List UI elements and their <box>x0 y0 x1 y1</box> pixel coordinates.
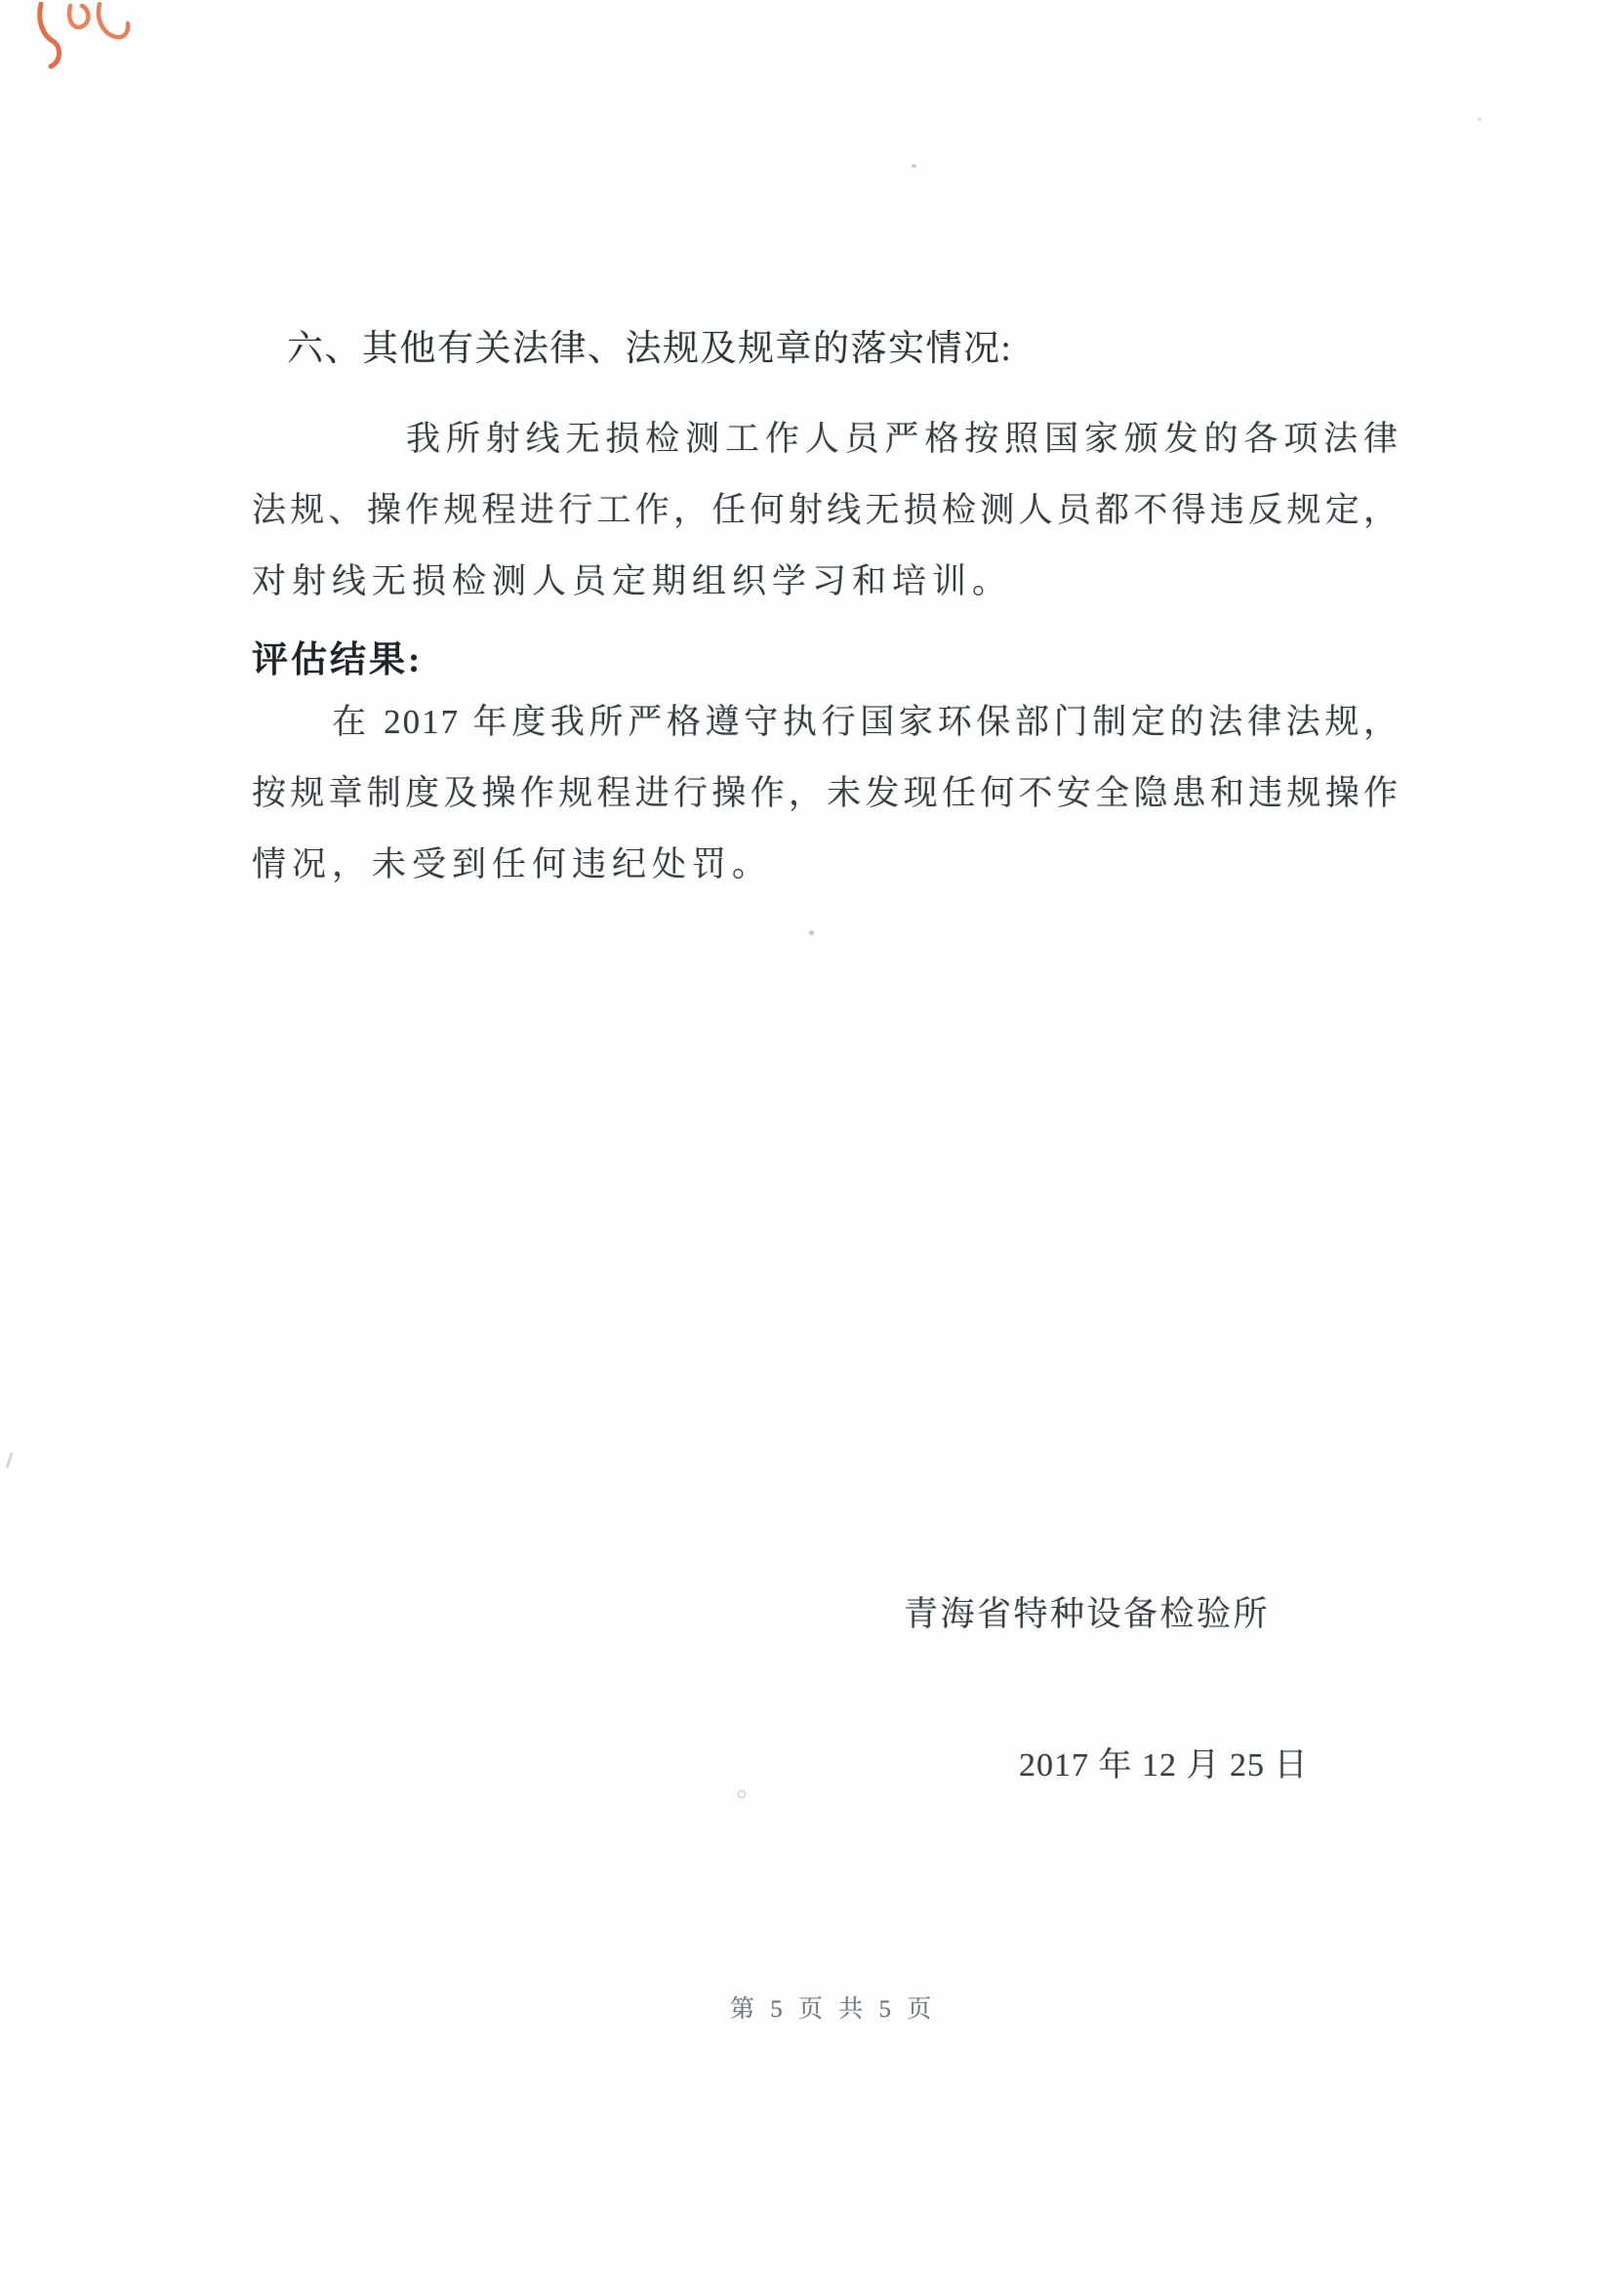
section-heading: 六、其他有关法律、法规及规章的落实情况: <box>287 329 1013 369</box>
signature-date: 2017 年 12 月 25 日 <box>1019 1747 1309 1784</box>
page-number-footer: 第 5 页 共 5 页 <box>730 1996 937 2023</box>
scan-ring-mark <box>738 1790 746 1798</box>
paragraph-line: 在 2017 年度我所严格遵守执行国家环保部门制定的法律法规， <box>332 703 1400 741</box>
paragraph-line: 对射线无损检测人员定期组织学习和培训。 <box>252 562 1013 600</box>
paragraph-line: 情况，未受到任何违纪处罚。 <box>252 845 773 883</box>
paragraph-legal-compliance <box>252 403 1400 617</box>
scan-speck <box>1478 117 1482 121</box>
signature-organization: 青海省特种设备检验所 <box>904 1595 1271 1633</box>
paragraph-evaluation-result <box>252 686 1400 900</box>
scan-speck <box>912 164 916 168</box>
evaluation-result-heading: 评估结果: <box>252 640 424 680</box>
paragraph-line: 按规章制度及操作规程进行操作，未发现任何不安全隐患和违规操作 <box>252 774 1400 812</box>
scan-edge-mark <box>6 1453 14 1468</box>
scan-speck <box>809 930 814 935</box>
red-pen-scribble-mark <box>27 2 137 82</box>
paragraph-line: 我所射线无损检测工作人员严格按照国家颁发的各项法律 <box>406 420 1400 458</box>
paragraph-line: 法规、操作规程进行工作，任何射线无损检测人员都不得违反规定， <box>252 491 1400 529</box>
